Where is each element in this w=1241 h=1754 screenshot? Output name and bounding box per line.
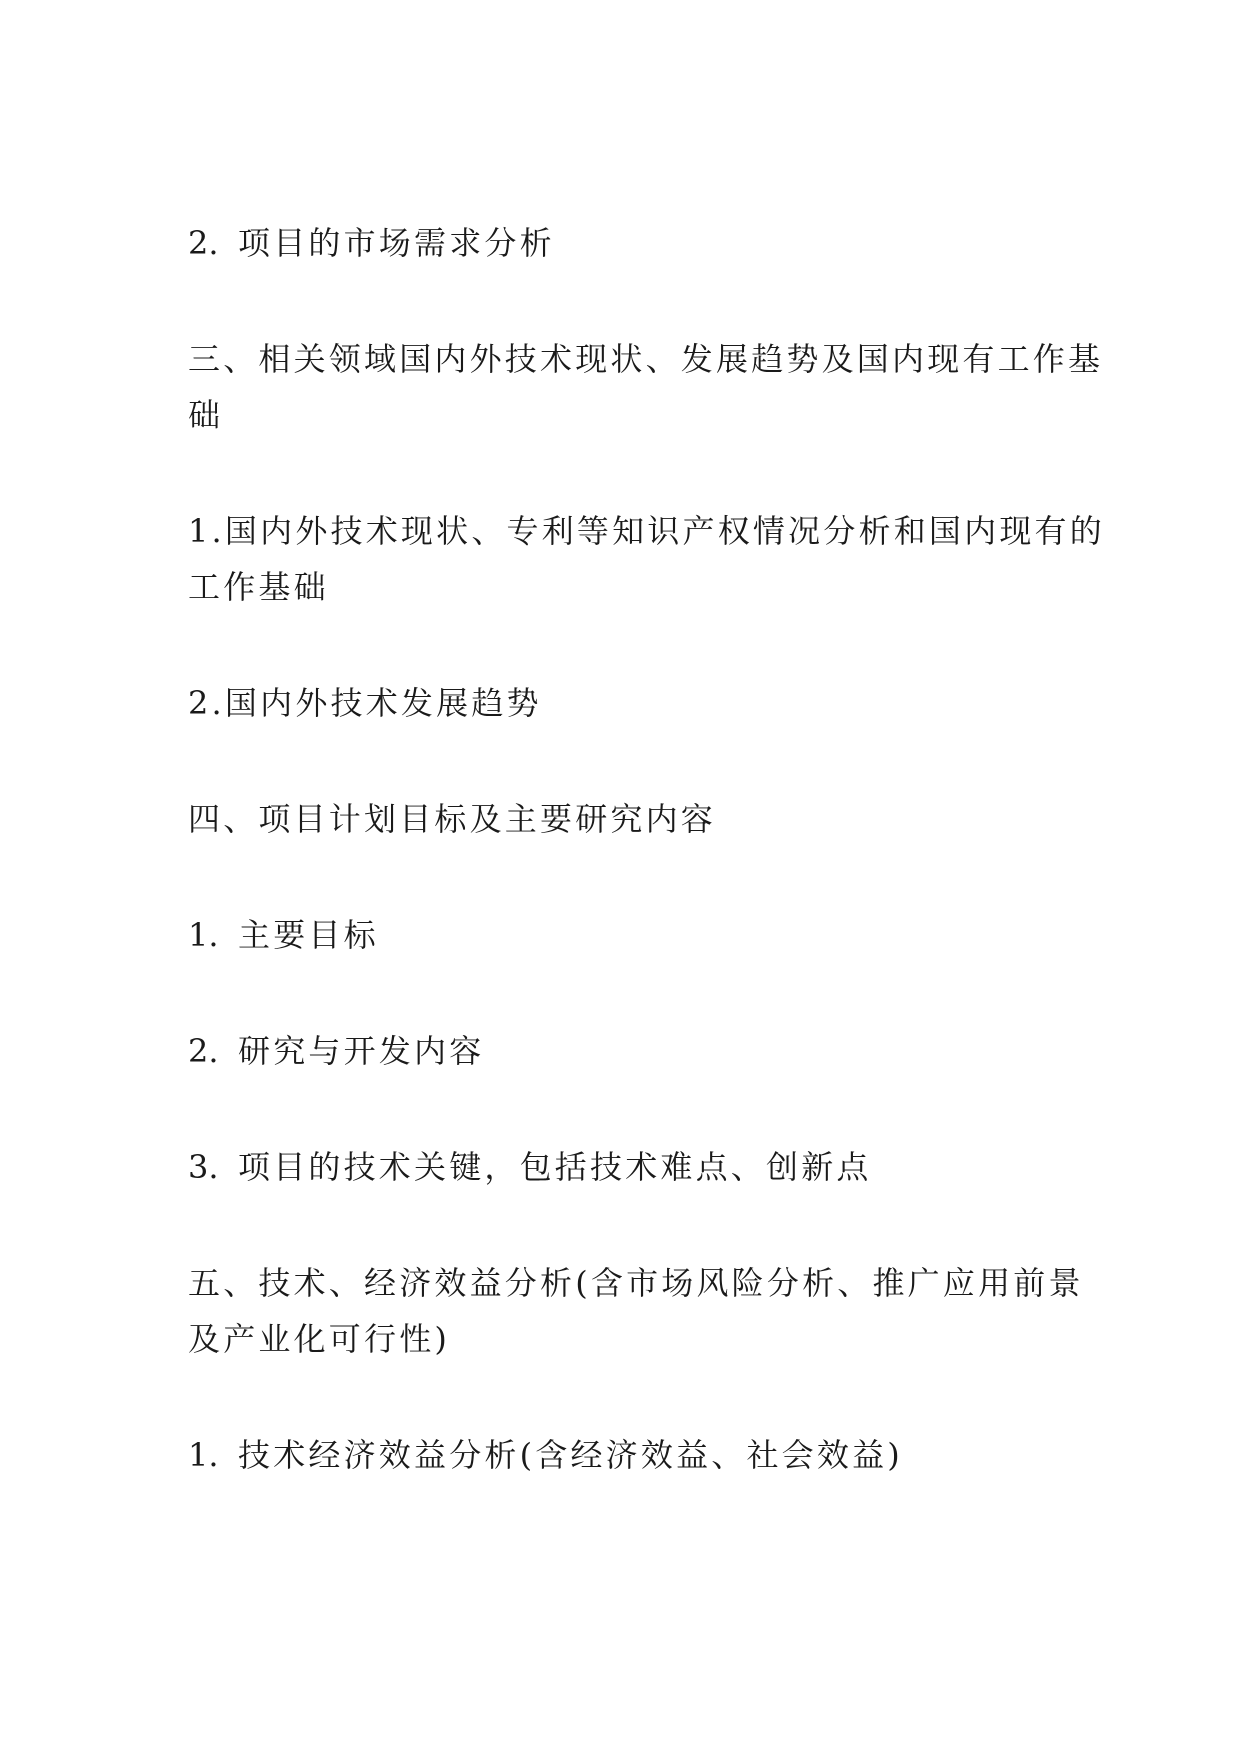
section-heading-4: 四、项目计划目标及主要研究内容 — [188, 800, 717, 838]
item-text: 研究与开发内容 — [238, 1032, 485, 1070]
list-item-tech-status: 1.国内外技术现状、专利等知识产权情况分析和国内现有的 — [188, 512, 1105, 550]
section-heading-3: 三、相关领域国内外技术现状、发展趋势及国内现有工作基 — [188, 340, 1104, 378]
item-number: 1. — [188, 916, 219, 954]
list-item-main-goals — [188, 906, 1068, 964]
item-text: 技术经济效益分析(含经济效益、社会效益) — [238, 1436, 903, 1474]
list-item-market-demand — [188, 214, 1068, 272]
list-item-tech-keys — [188, 1138, 1068, 1196]
section-heading-3-cont: 础 — [188, 396, 224, 434]
item-text: 项目的市场需求分析 — [238, 224, 555, 262]
item-number: 3. — [188, 1148, 219, 1186]
item-text: 项目的技术关键，包括技术难点、创新点 — [238, 1148, 872, 1186]
list-item-benefit-analysis — [188, 1426, 1068, 1484]
item-text: 主要目标 — [238, 916, 379, 954]
list-item-rd-content — [188, 1022, 1068, 1080]
section-heading-5: 五、技术、经济效益分析(含市场风险分析、推广应用前景 — [188, 1264, 1084, 1302]
item-number: 2. — [188, 224, 219, 262]
list-item-tech-status-cont: 工作基础 — [188, 568, 329, 606]
item-number: 1. — [188, 1436, 219, 1474]
list-item-tech-trend: 2.国内外技术发展趋势 — [188, 684, 542, 722]
item-number: 2. — [188, 1032, 219, 1070]
section-heading-5-cont: 及产业化可行性) — [188, 1320, 451, 1358]
